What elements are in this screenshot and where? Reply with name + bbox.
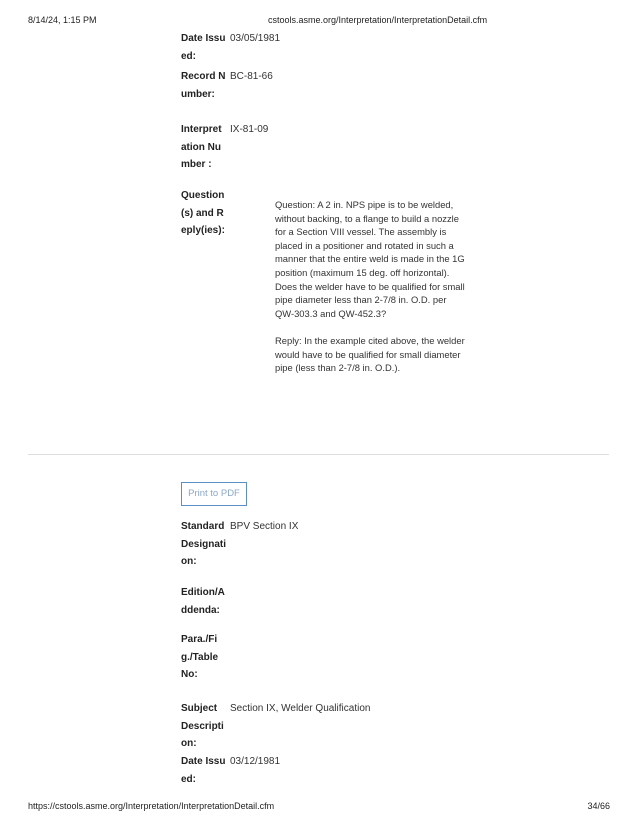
footer-url: https://cstools.asme.org/Interpretation/InterpretationDetail.cfm (28, 801, 275, 811)
print-url: cstools.asme.org/Interpretation/InterpretationDetail.cfm (268, 15, 488, 25)
questions-replies-label: Question(s) and Reply(ies): (181, 190, 225, 236)
date-issued-value: 03/05/1981 (230, 33, 281, 44)
section-divider (28, 454, 609, 455)
interpretation-number-label: Interpretation Number : (181, 124, 222, 170)
date-issued-label: Date Issued: (181, 33, 226, 62)
record-number-label: Record Number: (181, 71, 226, 100)
standard-designation-value: BPV Section IX (230, 521, 299, 532)
print-datetime: 8/14/24, 1:15 PM (28, 15, 97, 25)
print-to-pdf-button[interactable]: Print to PDF (181, 482, 247, 506)
subject-description-value: Section IX, Welder Qualification (230, 703, 371, 714)
edition-addenda-label: Edition/Addenda: (181, 587, 225, 616)
standard-designation-label: Standard Designation: (181, 521, 227, 567)
date-issued-label-2: Date Issued: (181, 756, 226, 785)
record-number-value: BC-81-66 (230, 71, 273, 82)
subject-description-label: Subject Description: (181, 703, 224, 749)
reply-text: Reply: In the example cited above, the welder would have to be qualified for small diameter pipe (less than 2-7/8 in. O.D.). (275, 334, 465, 374)
questions-replies-value (275, 198, 465, 388)
date-issued-value-2: 03/12/1981 (230, 756, 281, 767)
interpretation-number-value: IX-81-09 (230, 124, 269, 135)
question-text: Question: A 2 in. NPS pipe is to be welded, without backing, to a flange to build a nozzle for a Section VIII vessel. The assembly is placed in a positioner and rotated in such a manner that the entire weld is made in the 1G position (maximum 15 deg. off horizontal). Does the welder have to be qualified for small pipe diameter less than 2-7/8 in. O.D. per QW-303.3 and QW-452.3? (275, 199, 465, 319)
page-number: 34/66 (587, 801, 610, 811)
para-fig-table-label: Para./Fig./Table No: (181, 634, 219, 680)
